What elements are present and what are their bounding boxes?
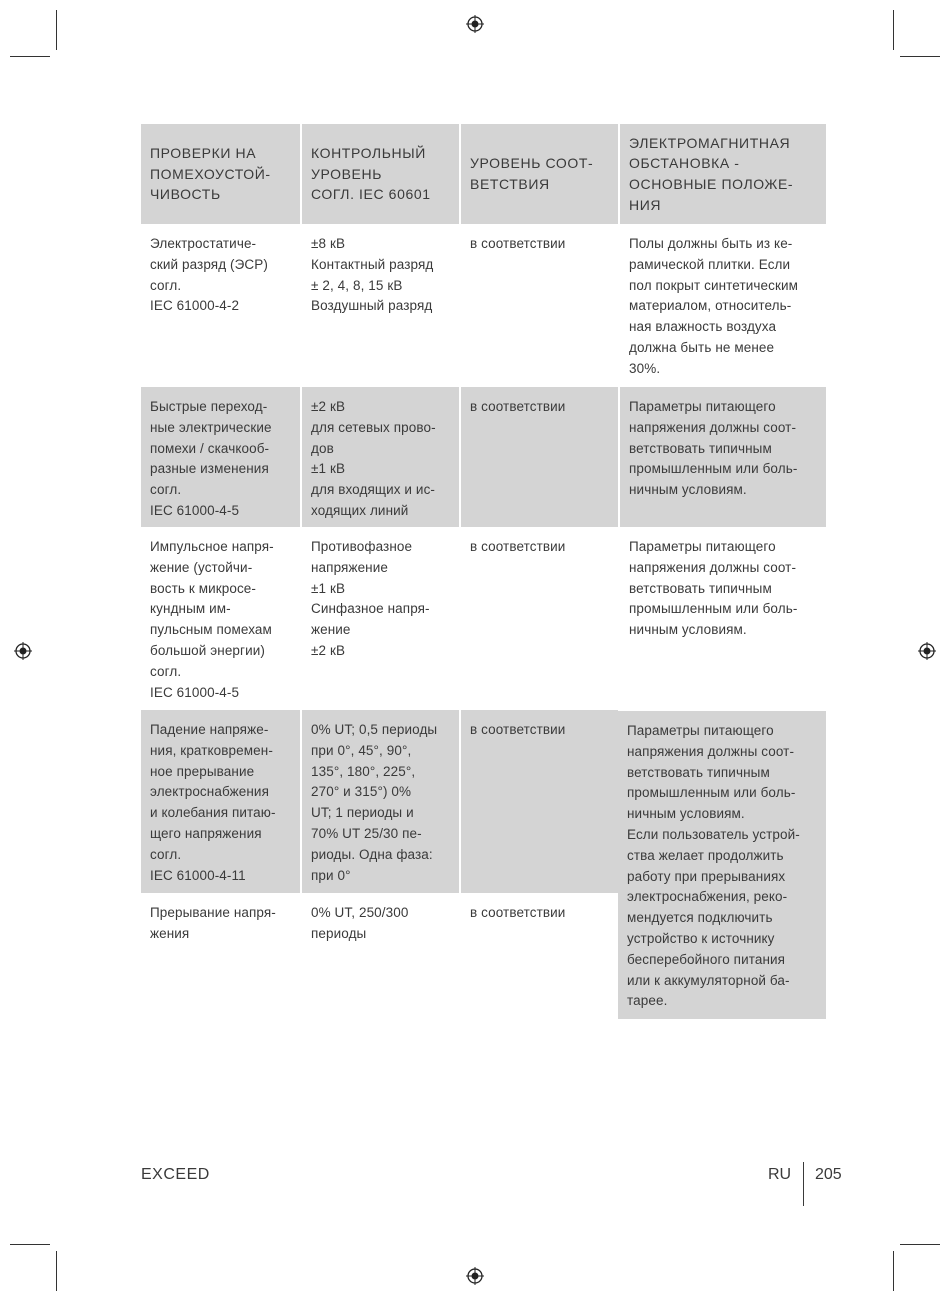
cell-line: ничным условиям. <box>627 806 745 822</box>
cell-line: Параметры питающего <box>629 539 776 554</box>
cell-line: ЭЛЕКТРОМАГНИТНАЯ <box>629 134 791 151</box>
cell-line: ±1 кВ <box>311 461 346 477</box>
cell-line: 70% UT 25/30 пе- <box>311 825 422 841</box>
cell-line: ные электрические <box>150 419 272 435</box>
cell-line: ничным условиям. <box>629 482 747 498</box>
cell-line: ±1 кВ <box>311 580 346 596</box>
cell-line: промышленным или боль- <box>629 461 798 477</box>
compliance-cell <box>459 387 618 527</box>
cell-line: жение <box>311 622 351 638</box>
cell-line: промышленным или боль- <box>629 601 798 617</box>
cell-line: НИЯ <box>629 196 662 213</box>
compliance-cell <box>459 893 618 1018</box>
cell-line: для входящих и ис- <box>311 482 436 498</box>
test-cell <box>141 387 300 527</box>
cell-line: Параметры питающего <box>627 723 774 738</box>
cell-line: ОБСТАНОВКА - <box>629 155 740 172</box>
cell-line: электроснабжения <box>150 784 269 800</box>
cell-line: СОГЛ. IEC 60601 <box>311 186 431 203</box>
cell-line: напряжения должны соот- <box>627 743 795 759</box>
table-row <box>141 224 826 387</box>
cell-line: жение (устойчи- <box>150 559 253 575</box>
language-code: RU <box>768 1166 792 1183</box>
cell-line: ПРОВЕРКИ НА <box>150 144 257 161</box>
cell-line: IEC 61000-4-5 <box>150 502 240 518</box>
cell-line: мендуется подключить <box>627 910 773 926</box>
cell-line: жения <box>150 925 190 941</box>
cell-line: согл. <box>150 482 182 498</box>
cell-line: и колебания питаю- <box>150 805 276 821</box>
compliance-cell <box>459 710 618 893</box>
cell-line: бесперебойного питания <box>627 951 786 967</box>
cell-line: Прерывание напря- <box>150 905 276 920</box>
cell-line: Параметры питающего <box>629 399 776 414</box>
cell-line: 30%. <box>629 360 661 376</box>
cell-line: ЧИВОСТЬ <box>150 186 221 203</box>
cell-line: материалом, относитель- <box>629 298 792 314</box>
cell-line: 135°, 180°, 225°, <box>311 763 416 779</box>
level-cell <box>300 527 459 710</box>
cell-line: Воздушный разряд <box>311 298 433 314</box>
compliance-cell <box>459 527 618 710</box>
cell-line: IEC 61000-4-11 <box>150 867 246 883</box>
cell-line: Падение напряже- <box>150 722 269 737</box>
cell-line: разные изменения <box>150 461 269 477</box>
registration-mark-icon <box>466 15 484 33</box>
compliance-cell <box>459 224 618 387</box>
cell-line: дов <box>311 440 334 456</box>
cell-line: IEC 61000-4-5 <box>150 684 240 700</box>
footer-divider <box>803 1162 804 1206</box>
cell-line: согл. <box>150 663 182 679</box>
cell-line: рамической плитки. Если <box>629 256 791 272</box>
test-cell <box>141 710 300 893</box>
merged-environment-cell <box>618 711 826 1019</box>
level-cell <box>300 224 459 387</box>
crop-mark <box>900 56 940 57</box>
cell-line: 270° и 315°) 0% <box>311 784 412 800</box>
cell-line: ский разряд (ЭСР) <box>150 256 268 272</box>
cell-line: напряжение <box>311 559 388 575</box>
cell-line: в соответствии <box>470 539 566 554</box>
registration-mark-icon <box>918 642 936 660</box>
cell-line: КОНТРОЛЬНЫЙ <box>311 144 426 161</box>
cell-line: в соответствии <box>470 236 566 251</box>
table-row <box>141 387 826 527</box>
cell-line: Быстрые переход- <box>150 399 268 414</box>
cell-line: периоды <box>311 925 367 941</box>
cell-line: Полы должны быть из ке- <box>629 236 793 251</box>
cell-line: при 0° <box>311 867 351 883</box>
cell-line: для сетевых прово- <box>311 419 436 435</box>
cell-line: пол покрыт синтетическим <box>629 277 799 293</box>
cell-line: ное прерывание <box>150 763 255 779</box>
cell-line: большой энергии) <box>150 642 265 658</box>
cell-line: ничным условиям. <box>629 622 747 638</box>
crop-mark <box>10 1244 50 1245</box>
cell-line: устройство к источнику <box>627 930 775 946</box>
cell-line: или к аккумуляторной ба- <box>627 972 790 988</box>
cell-line: в соответствии <box>470 722 566 737</box>
environment-cell <box>618 527 826 710</box>
level-cell <box>300 710 459 893</box>
cell-line: 0% UT, 250/300 <box>311 905 409 920</box>
level-cell <box>300 893 459 1018</box>
cell-line: УРОВЕНЬ СООТ- <box>470 155 594 172</box>
cell-line: ния, кратковремен- <box>150 742 273 758</box>
header-cell <box>459 124 618 224</box>
environment-cell <box>618 224 826 387</box>
cell-line: ±2 кВ <box>311 642 346 658</box>
header-cell <box>141 124 300 224</box>
cell-line: согл. <box>150 846 182 862</box>
cell-line: Контактный разряд <box>311 256 434 272</box>
cell-line: ветствовать типичным <box>627 764 770 780</box>
cell-line: риоды. Одна фаза: <box>311 846 433 862</box>
table-header-row <box>141 124 826 224</box>
cell-line: IEC 61000-4-2 <box>150 298 240 314</box>
cell-line: Синфазное напря- <box>311 601 430 617</box>
crop-mark <box>893 10 894 50</box>
table-row <box>141 527 826 710</box>
cell-line: ветствовать типичным <box>629 440 772 456</box>
cell-line: электроснабжения, реко- <box>627 889 788 905</box>
cell-line: ВЕТСТВИЯ <box>470 176 550 192</box>
cell-line: помехи / скачкооб- <box>150 440 270 456</box>
cell-line: пульсным помехам <box>150 622 272 638</box>
cell-line: ±8 кВ <box>311 236 346 251</box>
crop-mark <box>893 1251 894 1291</box>
header-cell <box>618 124 826 224</box>
cell-line: тарее. <box>627 993 668 1009</box>
header-cell <box>300 124 459 224</box>
cell-line: ветствовать типичным <box>629 580 772 596</box>
cell-line: Если пользователь устрой- <box>627 826 800 842</box>
cell-line: работу при прерываниях <box>627 868 786 884</box>
cell-line: ОСНОВНЫЕ ПОЛОЖЕ- <box>629 176 794 192</box>
level-cell <box>300 387 459 527</box>
cell-line: ходящих линий <box>311 502 409 518</box>
cell-line: согл. <box>150 277 182 293</box>
cell-line: ства желает продолжить <box>627 847 784 863</box>
registration-mark-icon <box>14 642 32 660</box>
crop-mark <box>56 1251 57 1291</box>
registration-mark-icon <box>466 1267 484 1285</box>
crop-mark <box>10 56 50 57</box>
cell-line: ± 2, 4, 8, 15 кВ <box>311 277 403 293</box>
cell-line: UT; 1 периоды и <box>311 805 414 821</box>
cell-line: напряжения должны соот- <box>629 419 797 435</box>
test-cell <box>141 893 300 1018</box>
cell-line: в соответствии <box>470 905 566 920</box>
cell-line: ±2 кВ <box>311 399 346 414</box>
cell-line: вость к микросе- <box>150 580 257 596</box>
brand-name: EXCEED <box>141 1166 210 1183</box>
cell-line: щего напряжения <box>150 825 262 841</box>
cell-line: Противофазное <box>311 539 413 554</box>
cell-line: должна быть не менее <box>629 339 775 355</box>
cell-line: УРОВЕНЬ <box>311 165 382 182</box>
cell-line: в соответствии <box>470 399 566 414</box>
crop-mark <box>900 1244 940 1245</box>
cell-line: Электростатиче- <box>150 236 257 251</box>
cell-line: ная влажность воздуха <box>629 319 777 335</box>
page-number: 205 <box>815 1166 842 1183</box>
cell-line: напряжения должны соот- <box>629 559 797 575</box>
cell-line: 0% UT; 0,5 периоды <box>311 722 438 737</box>
cell-line: промышленным или боль- <box>627 785 796 801</box>
cell-line: ПОМЕХОУСТОЙ- <box>150 165 271 182</box>
cell-line: при 0°, 45°, 90°, <box>311 742 412 758</box>
test-cell <box>141 224 300 387</box>
crop-mark <box>56 10 57 50</box>
cell-line: Импульсное напря- <box>150 539 274 554</box>
environment-cell <box>618 387 826 527</box>
test-cell <box>141 527 300 710</box>
immunity-test-table <box>141 124 826 1018</box>
cell-line: кундным им- <box>150 601 231 617</box>
